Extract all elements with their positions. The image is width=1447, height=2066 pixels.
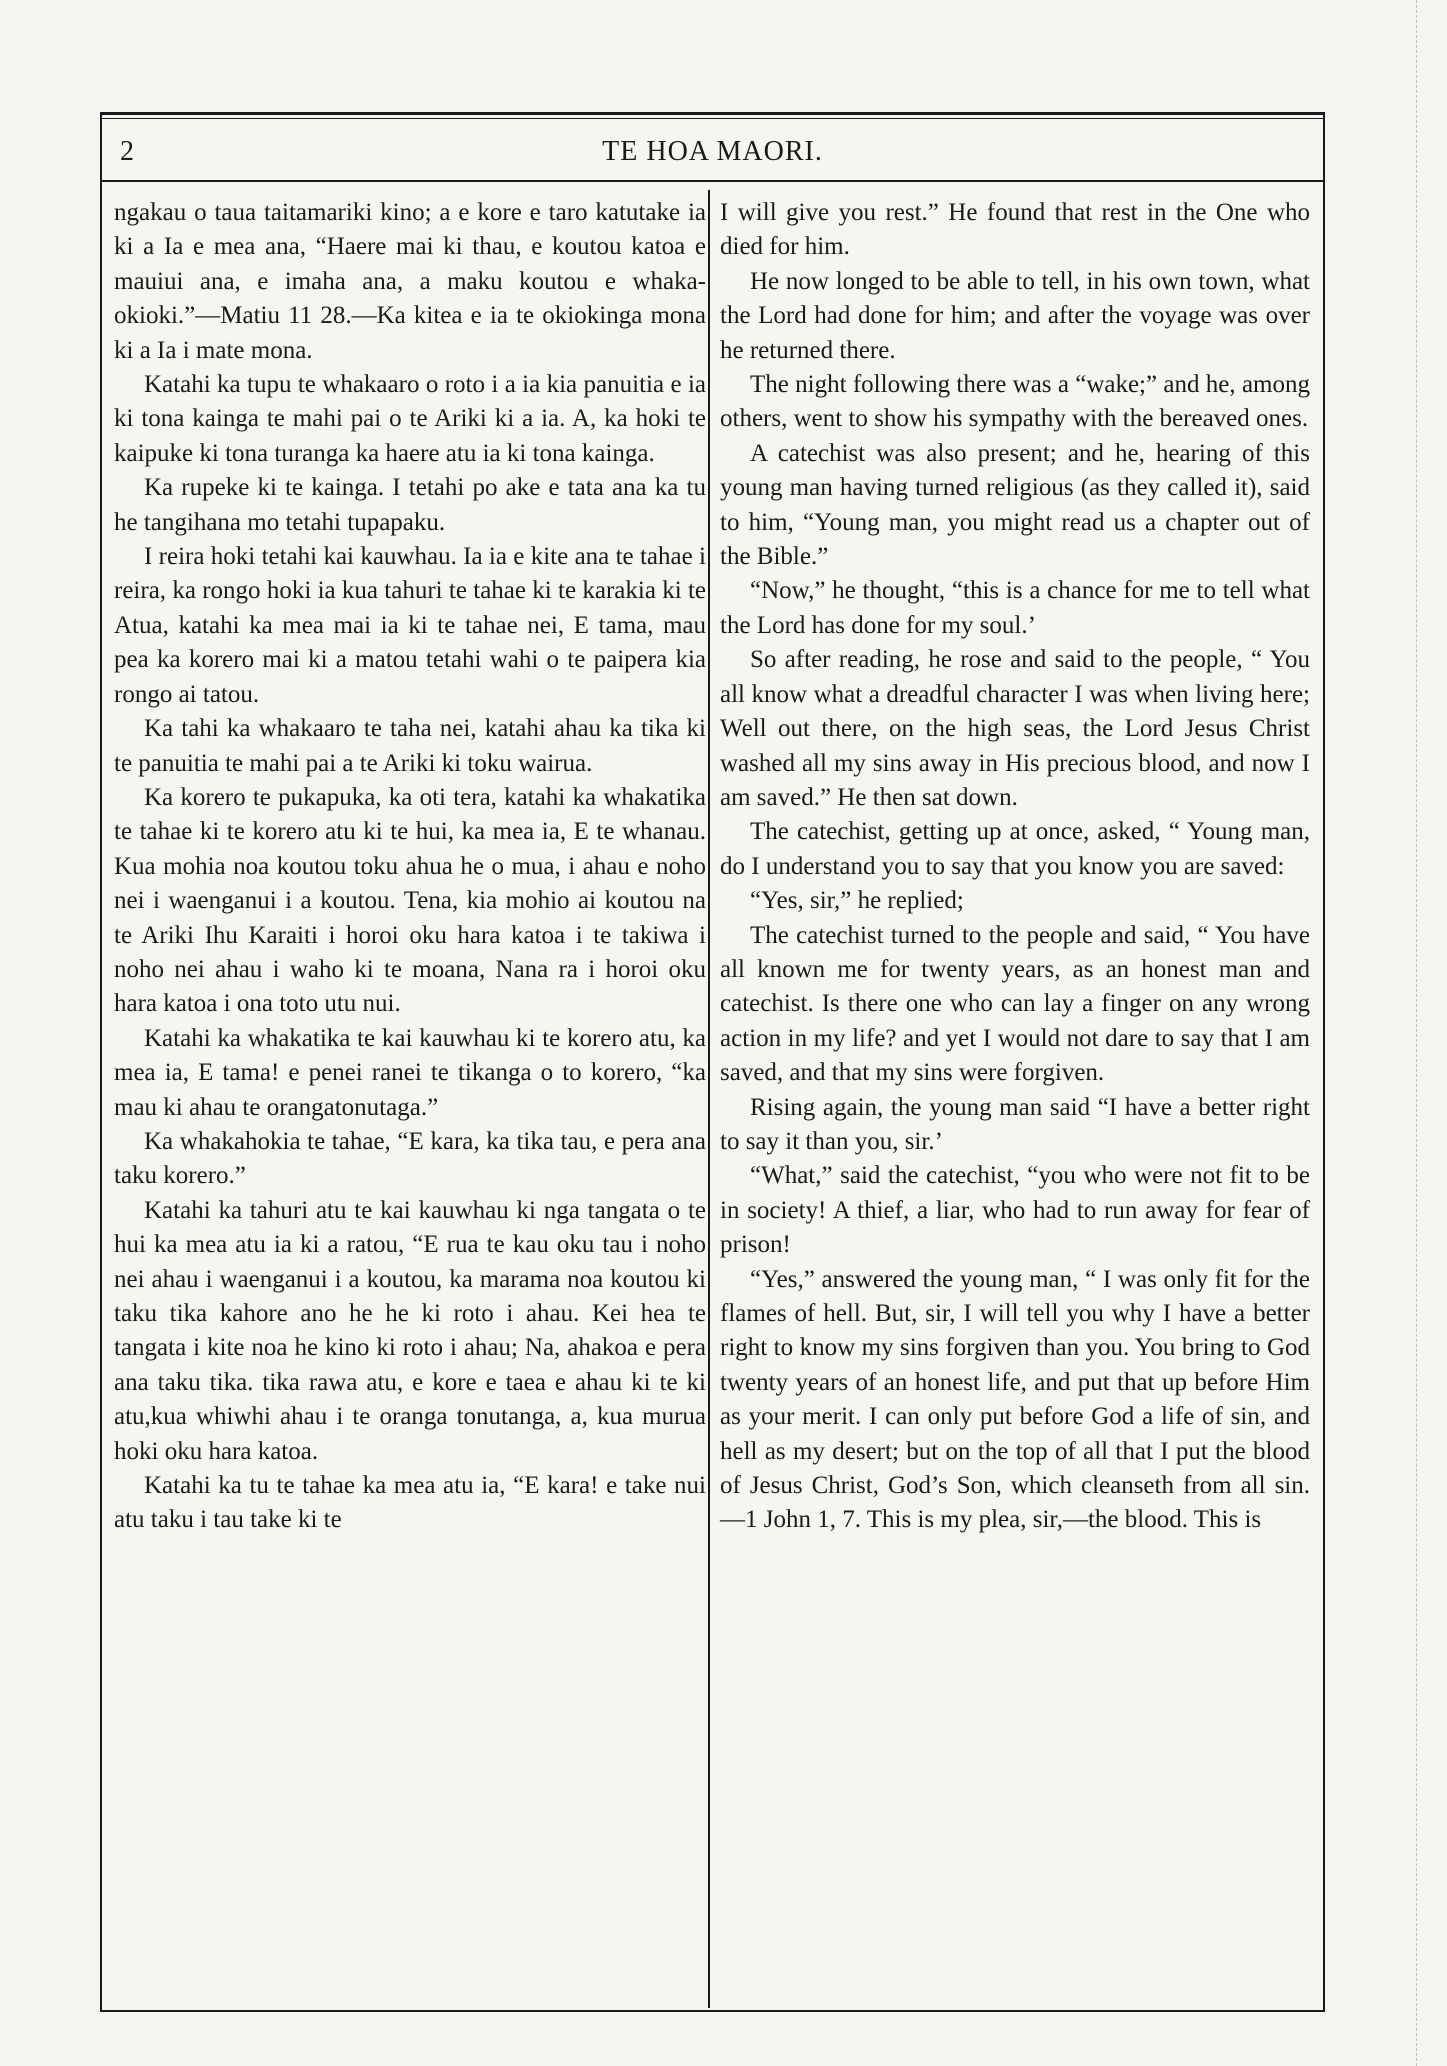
paragraph: I will give you rest.” He found that rest in the One who died for him.: [720, 199, 1310, 261]
paragraph: Rising again, the young man said “I have a better right to say it than you, sir.’: [720, 1093, 1310, 1155]
paragraph: Ka tahi ka whakaaro te taha nei, katahi ahau ka tika ki te panuitia te mahi pai a te Ariki ki toku wairua.: [114, 715, 706, 777]
paragraph: He now longed to be able to tell, in his own town, what the Lord had done for him; and after the voyage was over he returned there.: [720, 267, 1310, 364]
bottom-rule: [100, 2010, 1325, 2012]
right-column: [720, 196, 1310, 1538]
paragraph: “Now,” he thought, “this is a chance for me to tell what the Lord has done for my soul.’: [720, 577, 1310, 639]
page-number: 2: [120, 136, 134, 167]
running-head-title: TE HOA MAORI.: [602, 136, 823, 167]
paragraph: Katahi ka whakatika te kai kauwhau ki te korero atu, ka mea ia, E tama! e penei ranei te tikanga o to korero, “ka mau ki ahau te orangatonutaga.”: [114, 1024, 706, 1121]
paragraph: The night following there was a “wake;” and he, among others, went to show his sympathy with the bereaved ones.: [720, 371, 1310, 433]
paragraph: “Yes,” answered the young man, “ I was only fit for the flames of hell. But, sir, I will tell you why I have a better right to know my sins forgiven than you. You bring to God twenty years of an honest life, and put that up before Him as your merit. I can only put before God a life of sin, and hell as my desert; but on the top of all that I put the blood of Jesus Christ, God’s Son, which cleanseth from all sin.—1 John 1, 7. This is my plea, sir,—the blood. This is: [720, 1265, 1310, 1534]
paragraph: The catechist turned to the people and said, “ You have all known me for twenty years, as an honest man and catechist. Is there one who can lay a finger on any wrong action in my life? and yet I would not dare to say that I am saved, and that my sins were forgiven.: [720, 921, 1310, 1087]
paragraph: Ka whakahokia te tahae, “E kara, ka tika tau, e pera ana taku korero.”: [114, 1127, 706, 1190]
paragraph: Ka rupeke ki te kainga. I tetahi po ake e tata ana ka tu he tangihana mo tetahi tupapaku.: [114, 474, 706, 536]
paragraph: Katahi ka tu te tahae ka mea atu ia, “E kara! e take nui atu taku i tau take ki te: [114, 1472, 706, 1534]
frame-left: [100, 112, 102, 2012]
column-divider: [708, 190, 710, 2008]
scan-margin-marks: [1416, 0, 1427, 2066]
paragraph: A catechist was also present; and he, hearing of this young man having turned religious (as they called it), said to him, “Young man, you might read us a chapter out of the Bible.”: [720, 439, 1310, 571]
paragraph: I reira hoki tetahi kai kauwhau. Ia ia e kite ana te tahae i reira, ka rongo hoki ia kua tahuri te tahae ki te karakia ki te Atua, katahi ka mea mai ia ki te tahae nei, E tama, mau pea ka korero mai ki a matou tetahi wahi o te paipera kia rongo ai tatou.: [114, 543, 706, 708]
paragraph: ngakau o taua taitamariki kino; a e kore e taro katutake ia ki a Ia e mea ana, “Haere mai ki thau, e koutou katoa e mauiui ana, e imaha ana, a maku koutou e whaka-okioki.”—Matiu 11 28.—Ka kitea e ia te okiokinga mona ki a Ia i mate mona.: [114, 199, 706, 364]
paragraph: Katahi ka tupu te whakaaro o roto i a ia kia panuitia e ia ki tona kainga te mahi pai o te Ariki ki a ia. A, ka hoki te kaipuke ki tona turanga ka haere atu ia ki tona kainga.: [114, 371, 706, 467]
top-rule: [100, 112, 1325, 115]
paragraph: Katahi ka tahuri atu te kai kauwhau ki nga tangata o te hui ka mea atu ia ki a ratou, “E rua te kau oku tau i noho nei ahau i waenganui i a koutou, ka marama noa koutou ki taku tika kahore ano he he ki roto i ahau. Kei hea te tangata i kite noa he kino ki roto i ahau; Na, ahakoa e pera ana taku tika. tika rawa atu, e kore e taea e ahau ki te ki atu,kua whiwhi ahau i te oranga tonutanga, a, kua murua hoki oku hara katoa.: [114, 1196, 706, 1465]
paragraph: “Yes, sir,” he replied;: [750, 887, 964, 915]
paragraph: The catechist, getting up at once, asked, “ Young man, do I understand you to say that you know you are saved:: [720, 818, 1310, 880]
paragraph: Ka korero te pukapuka, ka oti tera, katahi ka whakatika te tahae ki te korero atu ki te hui, ka mea ia, E te whanau. Kua mohia noa koutou toku ahua he o mua, i ahau e noho nei i waenganui i a koutou. Tena, kia mohio ai koutou na te Ariki Ihu Karaiti i horoi oku hara katoa i te takiwa i noho nei ahau i waho ki te moana, Nana ra i horoi oku hara katoa i ona toto utu nui.: [114, 783, 706, 1018]
newspaper-page: [100, 108, 1325, 2018]
header-rule: [100, 180, 1325, 182]
paragraph: “What,” said the catechist, “you who were not fit to be in society! A thief, a liar, who had to run away for fear of prison!: [720, 1162, 1310, 1259]
top-rule-thin: [100, 118, 1325, 119]
paragraph: So after reading, he rose and said to the people, “ You all know what a dreadful character I was when living here; Well out there, on the high seas, the Lord Jesus Christ washed all my sins away in His precious blood, and now I am saved.” He then sat down.: [720, 646, 1310, 811]
left-column: [114, 196, 706, 1538]
frame-right: [1323, 112, 1325, 2012]
